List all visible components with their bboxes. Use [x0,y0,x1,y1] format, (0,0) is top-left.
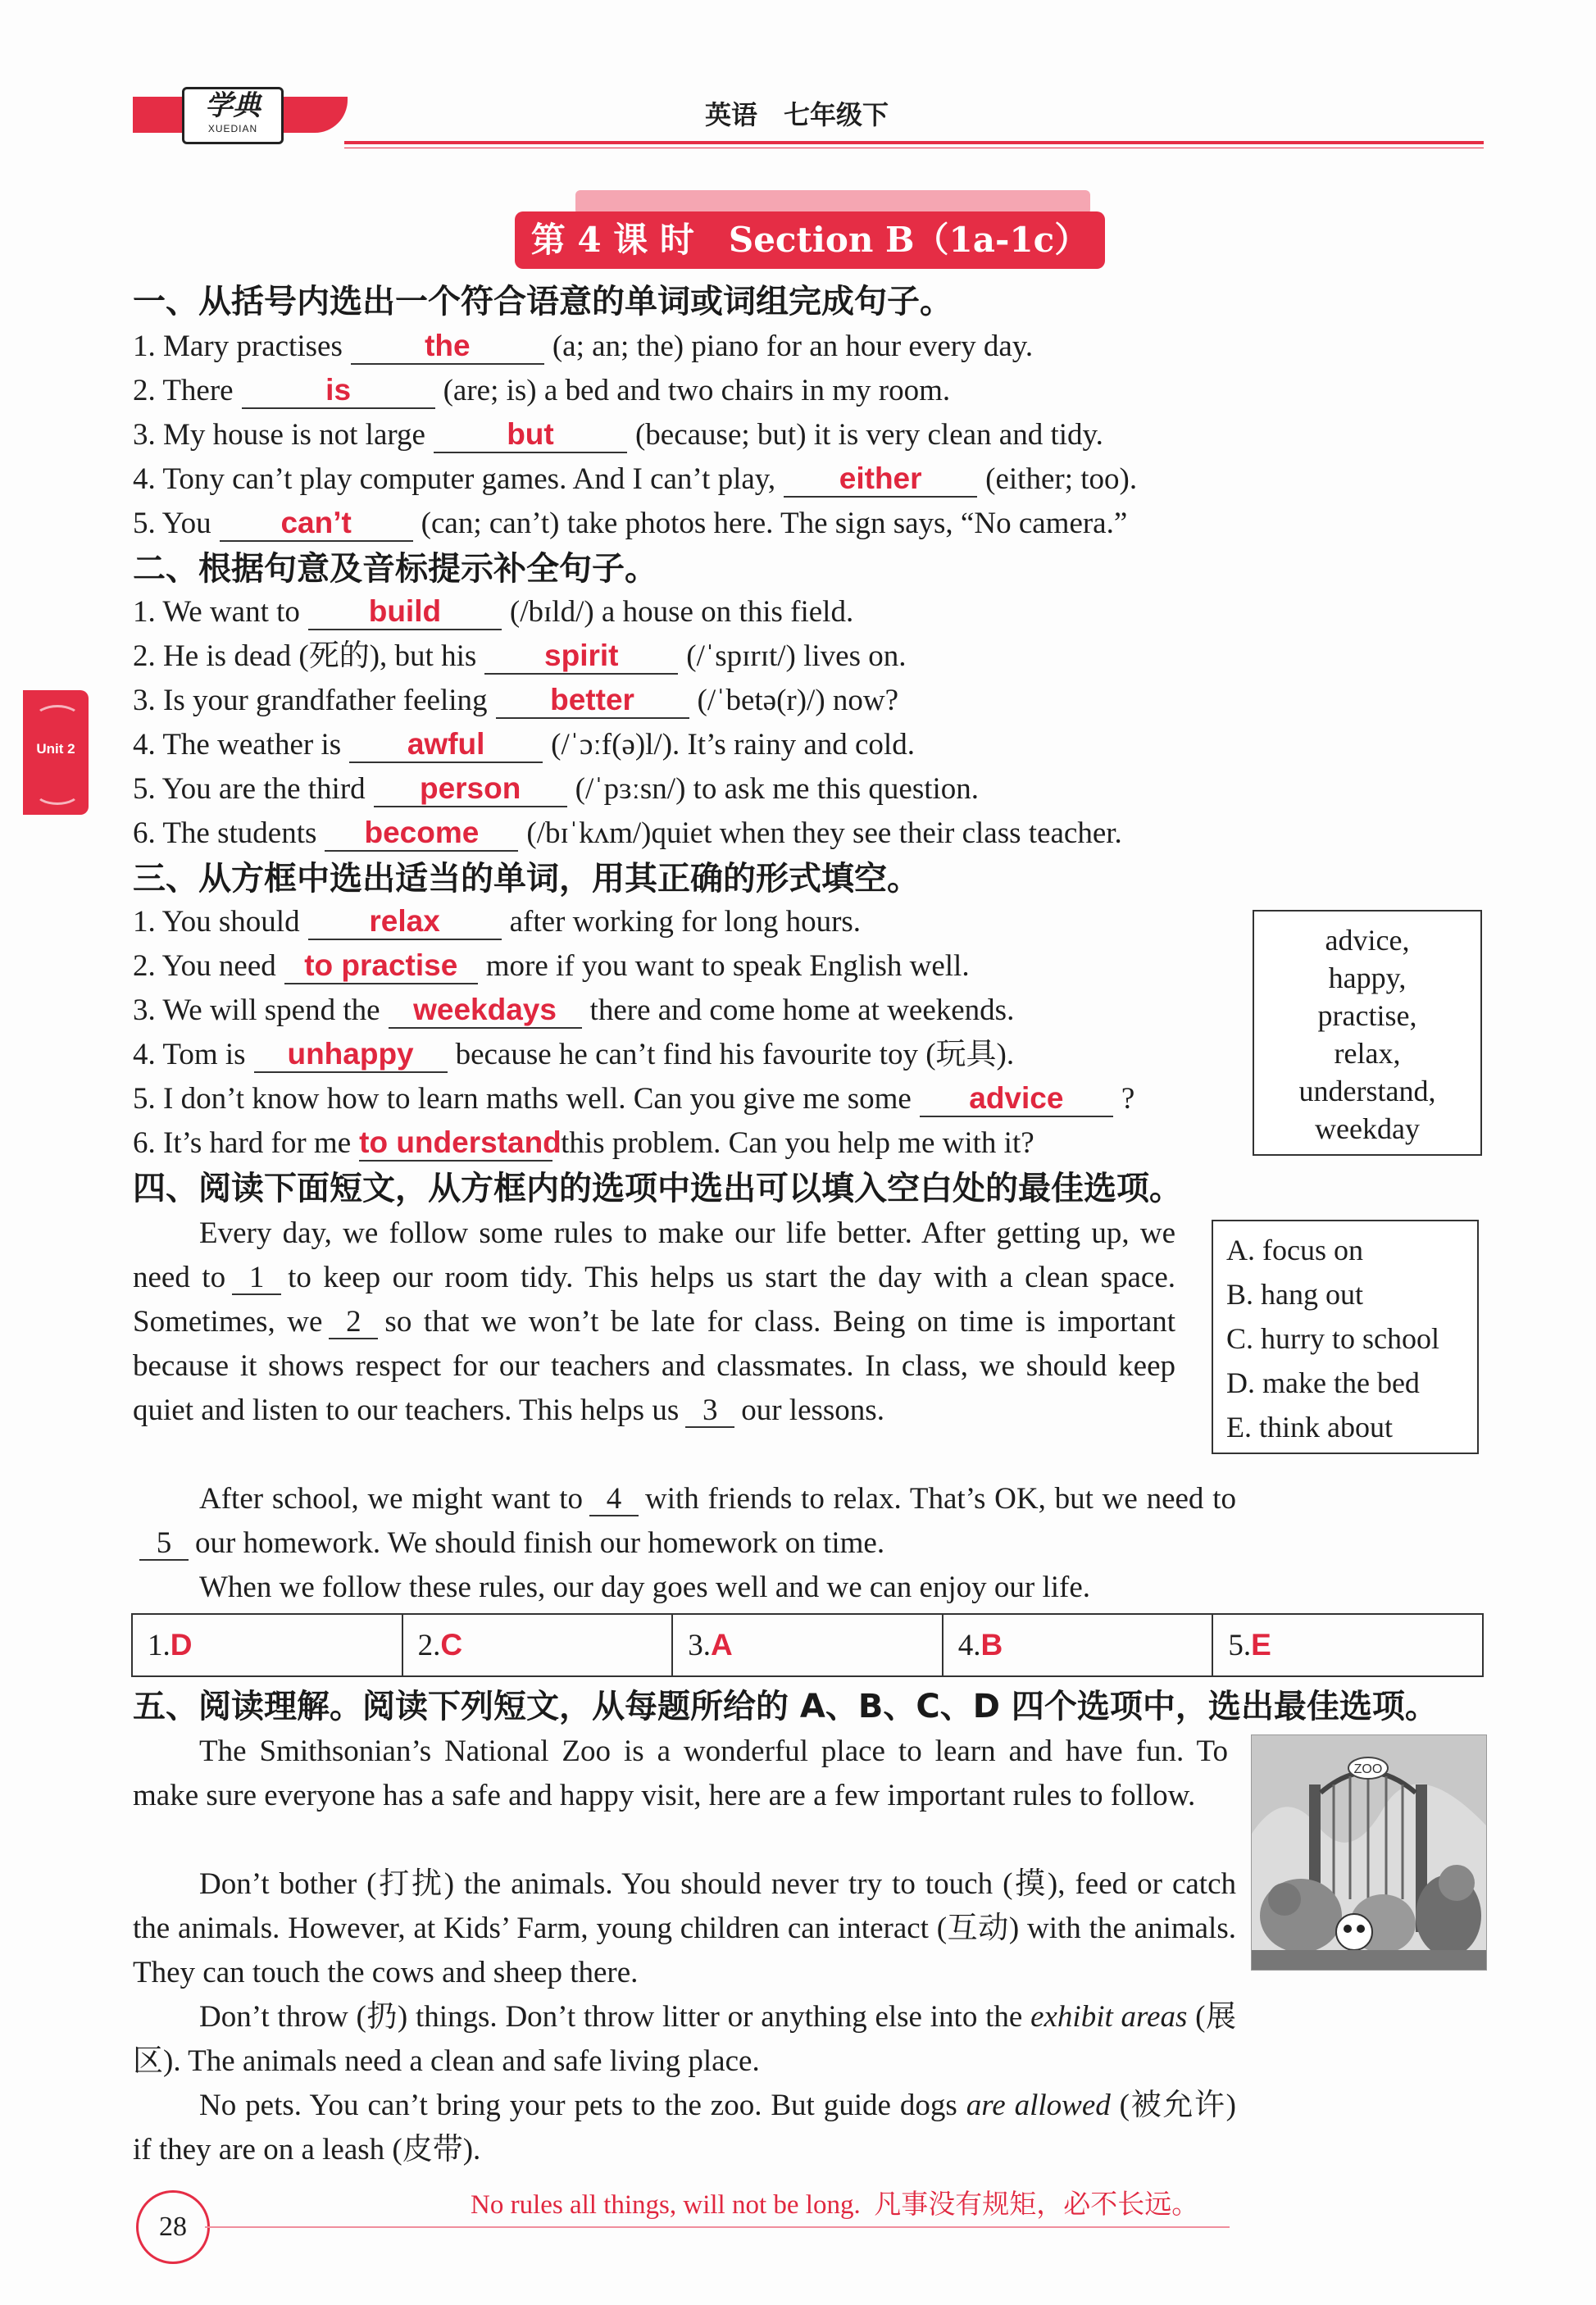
part5-paragraph-3: Don’t throw (扔) things. Don’t throw litter or anything else into the exhibit areas (展区). The animals need a clean and safe living place. [133,2000,1237,2078]
part4-paragraph-1: Every day, we follow some rules to make our life better. After getting up, we need to 1 to keep our room tidy. This helps us start the day with a clean space. Sometimes, we 2 so that we won’t be late for class. Being on time is important because it shows respect for our teachers and classmates. In class, we should keep quiet and listen to our teachers. This helps us 3 our lessons. [133,1216,1176,1427]
option-item: D. make the bed [1226,1366,1420,1399]
part4-paragraph-3: When we follow these rules, our day goes well and we can enjoy our life. [199,1571,1091,1604]
part1-item-3: 3. My house is not large but (because; but) it is very clean and tidy. [133,417,1103,452]
passage-blank[interactable]: 4 [589,1484,639,1516]
part1-instruction: 一、从括号内选出一个符合语意的单词或词组完成句子。 [133,283,953,321]
part2-item-3: 3. Is your grandfather feeling better (/ˈbetə(r)/) now? [133,683,899,717]
part3-item-2: 2. You need to practise more if you want to speak English well. [133,948,970,983]
answer-blank[interactable]: relax [308,905,502,940]
passage-blank[interactable]: 1 [232,1262,281,1295]
answer-blank[interactable]: weekdays [389,993,582,1029]
part3-instruction: 三、从方框中选出适当的单词，用其正确的形式填空。 [133,860,920,898]
answer-table [131,1613,1484,1677]
part2-item-5: 5. You are the third person (/ˈpɜːsn/) to ask me this question. [133,771,980,806]
option-item: E. think about [1226,1411,1393,1443]
answer-blank[interactable]: to understand [359,1126,552,1162]
unit-side-tab: Unit 2 [23,690,89,815]
answer-blank[interactable]: is [242,374,435,409]
answer-blank[interactable]: the [351,330,544,365]
part1-item-2: 2. There is (are; is) a bed and two chairs in my room. [133,373,951,407]
part5-instruction: 五、阅读理解。阅读下列短文，从每题所给的 A、B、C、D 四个选项中，选出最佳选项。 [133,1688,1438,1725]
word-box-item: weekday [1315,1112,1420,1145]
part3-item-3: 3. We will spend the weekdays there and come home at weekends. [133,993,1015,1027]
options-box [1212,1220,1479,1454]
part3-item-1: 1. You should relax after working for long hours. [133,904,862,939]
svg-text:ZOO: ZOO [1353,1762,1383,1776]
passage-blank[interactable]: 2 [329,1307,378,1339]
part1-item-5: 5. You can’t (can; can’t) take photos here. The sign says, “No camera.” [133,506,1128,540]
zoo-animals-image [1252,1735,1486,1970]
answer-blank[interactable]: better [496,684,689,719]
word-box-item: relax, [1334,1037,1401,1070]
footer-motto: No rules all things, will not be long. 凡事没有规矩，必不长远。 [471,2190,1199,2220]
passage-blank[interactable]: 3 [685,1395,734,1428]
answer-blank[interactable]: spirit [484,639,678,675]
answer-blank[interactable]: but [434,418,627,453]
answer-cell[interactable]: 2.C [402,1614,673,1676]
part1-item-4: 4. Tony can’t play computer games. And I can’t play, either (either; too). [133,461,1138,496]
part5-paragraph-1: The Smithsonian’s National Zoo is a wonderful place to learn and have fun. To make sure everyone has a safe and happy visit, here are a few important rules to follow. [133,1734,1228,1812]
part4-instruction: 四、阅读下面短文，从方框内的选项中选出可以填入空白处的最佳选项。 [133,1170,1182,1207]
header-rule [344,141,1484,144]
answer-blank[interactable]: awful [349,728,543,763]
part2-item-6: 6. The students become (/bɪˈkʌm/)quiet when they see their class teacher. [133,816,1122,850]
option-item: C. hurry to school [1226,1322,1439,1355]
part2-item-1: 1. We want to build (/bɪld/) a house on this field. [133,594,854,629]
part3-item-6: 6. It’s hard for me to understandthis problem. Can you help me with it? [133,1125,1034,1160]
option-item: B. hang out [1226,1278,1363,1311]
header-logo: 学典 XUEDIAN [182,87,284,144]
part3-item-5: 5. I don’t know how to learn maths well. Can you give me some advice ? [133,1081,1135,1116]
page-number-circle [136,2190,210,2264]
answer-blank[interactable]: can’t [220,507,413,542]
answer-blank[interactable]: person [374,772,567,807]
part5-paragraph-2: Don’t bother (打扰) the animals. You should never try to touch (摸), feed or catch the animals. However, at Kids’ Farm, young children can interact (互动) with the animals. They can touch the cows and sheep there. [133,1867,1236,1989]
part2-item-4: 4. The weather is awful (/ˈɔːf(ə)l/). It’s rainy and cold. [133,727,915,762]
part1-item-1: 1. Mary practises the (a; an; the) piano for an hour every day. [133,329,1034,363]
part3-item-4: 4. Tom is unhappy because he can’t find his favourite toy (玩具). [133,1037,1015,1071]
answer-blank[interactable]: become [325,816,518,852]
part2-instruction: 二、根据句意及音标提示补全句子。 [133,550,657,588]
answer-cell[interactable]: 4.B [943,1614,1213,1676]
answer-blank[interactable]: to practise [284,949,478,984]
answer-blank[interactable]: build [308,595,502,630]
footer-rule [205,2226,1230,2228]
word-box-item: understand, [1298,1075,1436,1107]
answer-cell[interactable]: 1.D [132,1614,402,1676]
page-number: 28 [159,2212,187,2242]
swirl-icon [34,705,80,731]
answer-cell[interactable]: 3.A [672,1614,943,1676]
part4-paragraph-2: After school, we might want to 4 with friends to relax. That’s OK, but we need to5 our homework. We should finish our homework on time. [133,1477,1236,1566]
passage-blank[interactable]: 5 [139,1528,189,1561]
swirl-icon [34,779,80,805]
answer-blank[interactable]: unhappy [254,1038,448,1073]
option-item: A. focus on [1226,1234,1363,1266]
word-box-item: advice, [1325,924,1410,957]
word-box [1253,910,1482,1156]
part2-item-2: 2. He is dead (死的), but his spirit (/ˈspɪrɪt/) lives on. [133,639,907,673]
part5-paragraph-4: No pets. You can’t bring your pets to the zoo. But guide dogs are allowed (被允许) if they are on a leash (皮带). [133,2089,1236,2166]
answer-cell[interactable]: 5.E [1212,1614,1483,1676]
lesson-title: 第 4 课 时 Section B（1a-1c） [515,211,1105,269]
answer-blank[interactable]: advice [920,1082,1113,1117]
book-title: 英语 七年级下 [705,99,889,130]
zoo-gate-illustration [1251,1734,1487,1971]
word-box-item: practise, [1317,999,1417,1032]
answer-blank[interactable]: either [784,462,977,498]
word-box-item: happy, [1328,962,1407,994]
